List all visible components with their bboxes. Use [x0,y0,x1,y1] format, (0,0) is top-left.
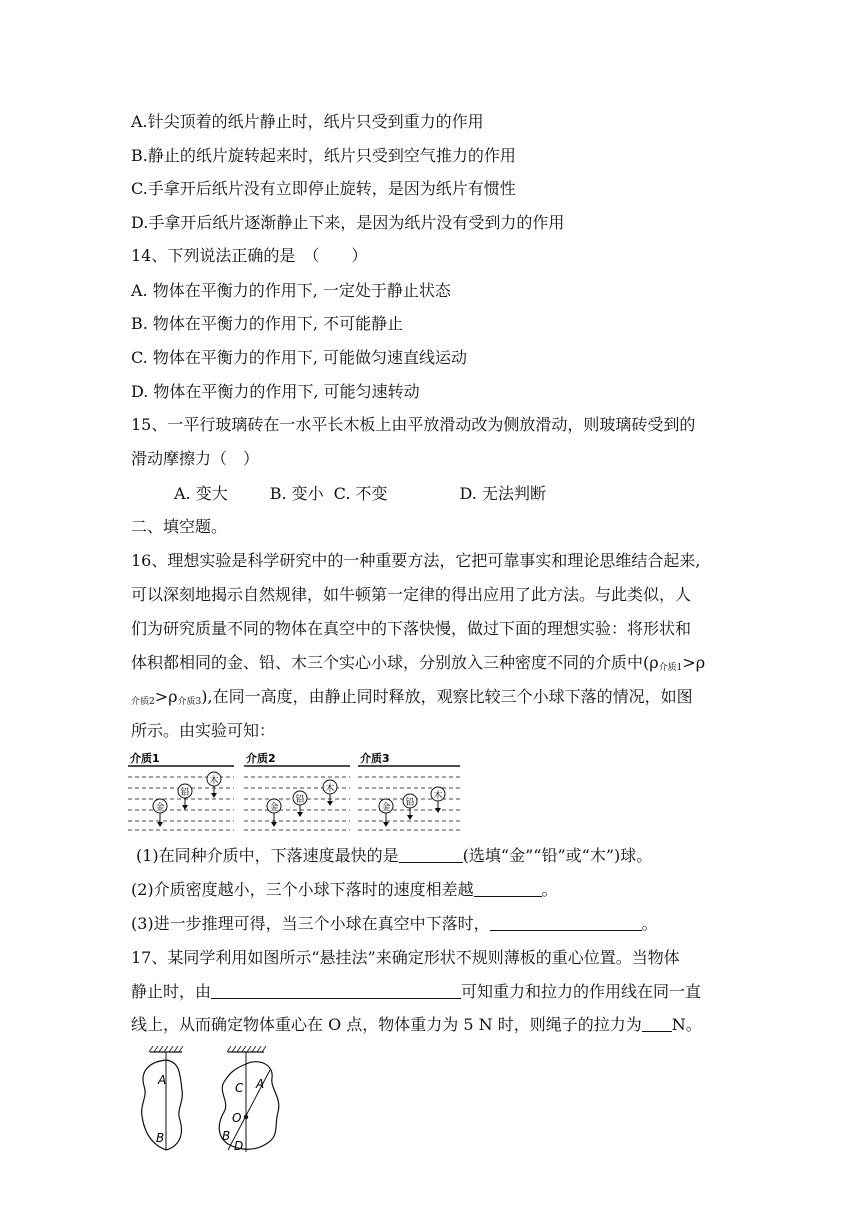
q15-stem-line1: 15、一平行玻璃砖在一水平长木板上由平放滑动改为侧放滑动，则玻璃砖受到的 [131,415,696,434]
q16-part2-text: (2)介质密度越小，三个小球下落时的速度相差越 [131,880,474,899]
q16-line5 [131,686,693,713]
gold-ball-1 [153,799,167,827]
q16-part1 [136,845,652,867]
q14-option-d: D. 物体在平衡力的作用下, 可能匀速转动 [131,382,420,401]
q15-stem-line2: 滑动摩擦力（ ） [131,449,260,468]
suspension-figure [136,1046,286,1156]
falling-balls-figure [128,750,468,834]
q13-option-d: D.手拿开后纸片逐渐静止下来，是因为纸片没有受到力的作用 [131,213,565,232]
medium-panel-1 [128,751,234,830]
svg-text:A: A [256,1077,265,1091]
svg-text:金: 金 [155,803,165,813]
q15-option-d: D. 无法判断 [459,484,546,503]
q16-part1-text: (1)在同种介质中，下落速度最快的是 [136,846,399,865]
q16-line2: 可以深刻地揭示自然规律，如牛顿第一定律的得出应用了此方法。与此类似，人 [131,585,692,604]
q16-part2-end: 。 [541,880,558,899]
right-suspension [219,1046,279,1153]
q16-line4 [131,652,705,679]
q16-part1-hint: (选填“金”“铅”或“木”)球。 [462,846,653,865]
answer-blank-vacuum[interactable] [490,914,642,931]
lead-ball-3 [403,794,417,820]
medium-panel-3 [358,751,460,830]
medium-panel-2 [244,751,350,830]
lead-ball-1 [178,784,192,810]
rho-sub-medium2: 介质2 [131,697,155,707]
left-suspension [142,1046,183,1150]
section-title-fill-blank: 二、填空题。 [131,517,228,536]
medium-label-2: 介质2 [246,752,276,765]
answer-blank-fastest[interactable] [399,846,463,863]
q17-line3-text: 线上，从而确定物体重心在 O 点，物体重力为 5 N 时，则绳子的拉力为 [131,1015,642,1034]
q15-option-a: A. 变大 [174,484,228,503]
q17-line3 [131,1014,702,1036]
gold-ball-2 [267,799,281,827]
lead-ball-2 [293,791,307,817]
answer-blank-tension[interactable] [642,1015,672,1032]
q16-part3-text: (3)进一步推理可得，当三个小球在真空中下落时， [131,914,490,933]
wood-ball-3 [431,787,445,813]
svg-text:铅: 铅 [405,798,415,808]
q16-line4-text: 体积都相同的金、铅、木三个实心小球，分别放入三种密度不同的介质中(ρ [131,653,659,672]
q15-option-c: C. 不变 [333,484,388,503]
svg-text:A: A [158,1073,167,1087]
q16-line5-text: ),在同一高度，由静止同时释放，观察比较三个小球下落的情况，如图 [201,687,693,706]
svg-text:金: 金 [269,803,279,813]
q15-options [174,483,546,505]
q15-option-b: B. 变小 [269,484,324,503]
q14-option-c: C. 物体在平衡力的作用下, 可能做匀速直线运动 [131,348,468,367]
q16-line6: 所示。由实验可知： [131,721,276,740]
q14-option-a: A. 物体在平衡力的作用下, 一定处于静止状态 [131,281,451,300]
rho-sub-medium3: 介质3 [177,697,202,707]
q13-option-b: B.静止的纸片旋转起来时，纸片只受到空气推力的作用 [131,146,516,165]
q16-line3: 们为研究质量不同的物体在真空中的下落快慢，做过下面的理想实验：将形状和 [131,619,692,638]
wood-ball-1 [207,772,221,798]
q17-line3-unit: N。 [671,1015,702,1034]
q16-part3-end: 。 [641,914,658,933]
q16-line1: 16、理想实验是科学研究中的一种重要方法，它把可靠事实和理论思维结合起来, [131,551,701,570]
q14-stem: 14、下列说法正确的是 （ ） [131,246,368,265]
q13-option-a: A.针尖顶着的纸片静止时，纸片只受到重力的作用 [131,112,484,131]
svg-text:木: 木 [433,791,443,801]
q13-option-c: C.手拿开后纸片没有立即停止旋转，是因为纸片有惯性 [131,179,516,198]
svg-text:C: C [235,1081,244,1095]
svg-text:D: D [234,1139,244,1153]
q17-line2-text: 静止时，由 [131,982,212,1001]
q16-part3 [131,913,658,935]
q16-gt1: >ρ [682,653,706,672]
svg-text:B: B [222,1129,231,1143]
svg-text:金: 金 [381,803,391,813]
rho-sub-medium1: 介质1 [658,663,683,673]
q17-line2 [131,981,701,1003]
q17-line2-text-end: 可知重力和拉力的作用线在同一直 [461,982,702,1001]
gold-ball-3 [379,799,393,827]
svg-text:铅: 铅 [295,795,305,805]
answer-blank-principle[interactable] [211,982,461,999]
svg-text:B: B [156,1131,165,1145]
medium-label-1: 介质1 [130,752,160,765]
svg-text:O: O [232,1111,242,1125]
q16-part2 [131,879,558,901]
svg-text:木: 木 [209,776,219,786]
answer-blank-difference[interactable] [474,880,542,897]
q17-line1: 17、某同学利用如图所示“悬挂法”来确定形状不规则薄板的重心位置。当物体 [131,948,680,967]
q14-option-b: B. 物体在平衡力的作用下, 不可能静止 [131,314,404,333]
wood-ball-2 [323,780,337,806]
q16-gt2: >ρ [154,687,178,706]
medium-label-3: 介质3 [360,752,390,765]
svg-text:铅: 铅 [180,788,190,798]
svg-text:木: 木 [325,784,335,794]
